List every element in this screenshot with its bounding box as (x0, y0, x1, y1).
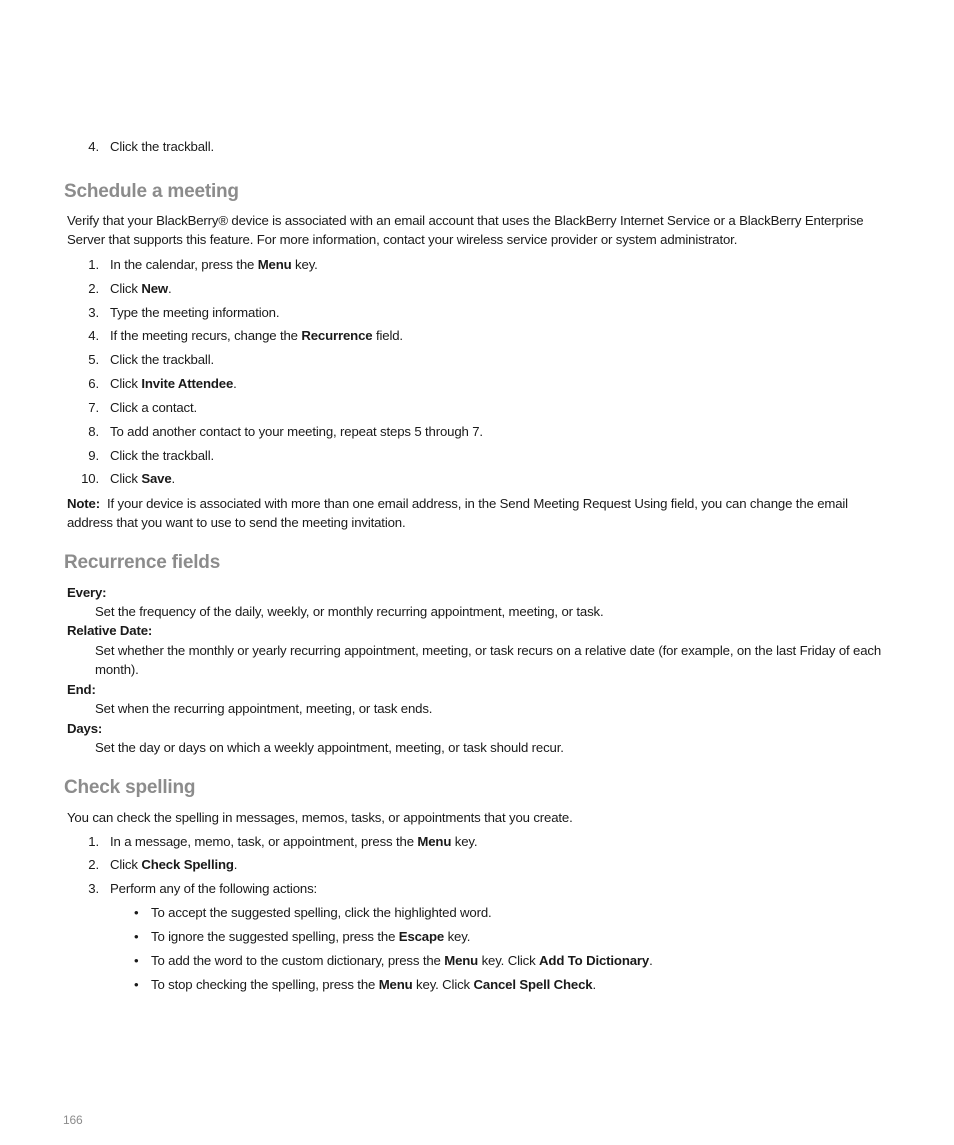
field-definition: Set when the recurring appointment, meeting, or task ends. (95, 701, 433, 716)
step-text (110, 279, 172, 298)
step-text-part: key. (291, 257, 318, 272)
field-term: Relative Date: (67, 623, 153, 638)
step-text-part: Perform any of the following actions: (110, 881, 318, 896)
ui-term: Add To Dictionary (539, 953, 650, 968)
step-text-part: Click (110, 857, 142, 872)
step-text (110, 255, 318, 274)
field-term: Days: (67, 721, 103, 736)
bullet-text (151, 951, 653, 970)
ui-term: Menu (257, 257, 292, 272)
step-text-part: Type the meeting information. (110, 305, 280, 320)
bullet-text-part: To accept the suggested spelling, click the highlighted word. (151, 905, 492, 920)
step-number: 1. (88, 834, 99, 849)
field-term: Every: (67, 585, 107, 600)
bullet-text (151, 975, 596, 994)
step-number: 1. (88, 257, 99, 272)
step-number: 10. (81, 471, 99, 486)
note-text: If your device is associated with more than one email address, in the Send Meeting Request Using field, you can change the email address that you want to use to send the meeting invitation. (67, 496, 848, 530)
step-number: 6. (88, 376, 99, 391)
step-text-part: Click the trackball. (110, 448, 215, 463)
bullet-glyph: • (134, 905, 139, 920)
step-text-part: To add another contact to your meeting, repeat steps 5 through 7. (110, 424, 483, 439)
step-text-part: . (171, 471, 176, 486)
step-text-part: key. (451, 834, 478, 849)
step-number: 3. (88, 305, 99, 320)
bullet-text-part: To add the word to the custom dictionary, press the (151, 953, 445, 968)
field-term: End: (67, 682, 96, 697)
step-number: 2. (88, 857, 99, 872)
step-number: 7. (88, 400, 99, 415)
ui-term: Escape (398, 929, 445, 944)
step-text (110, 326, 403, 345)
step-text (110, 303, 279, 322)
step-text (110, 832, 477, 851)
section-heading-recurrence: Recurrence fields (64, 552, 221, 573)
step-text-part: In a message, memo, task, or appointment, press the (110, 834, 418, 849)
ui-term: New (141, 281, 169, 296)
bullet-text-part: key. (444, 929, 471, 944)
step-text-part: In the calendar, press the (110, 257, 258, 272)
step-text (110, 374, 237, 393)
ui-term: Invite Attendee (141, 376, 234, 391)
ui-term: Save (141, 471, 172, 486)
section-heading-schedule: Schedule a meeting (64, 181, 239, 202)
bullet-glyph: • (134, 929, 139, 944)
field-definition: Set the day or days on which a weekly appointment, meeting, or task should recur. (95, 740, 564, 755)
step-number: 4. (88, 139, 99, 154)
schedule-intro: Verify that your BlackBerry® device is associated with an email account that uses the BlackBerry Internet Service or a BlackBerry Enterprise Server that supports this feature. For more information, contact your wireless service provider or system administrator. (67, 213, 864, 247)
step-text-part: If the meeting recurs, change the (110, 328, 302, 343)
note-label: Note: (67, 496, 100, 511)
step-text-part: . (233, 857, 238, 872)
step-text-part: . (168, 281, 172, 296)
step-text: Click the trackball. (110, 139, 215, 154)
step-text-part: Click the trackball. (110, 352, 215, 367)
ui-term: Recurrence (301, 328, 373, 343)
step-number: 9. (88, 448, 99, 463)
section-heading-spelling: Check spelling (64, 777, 196, 798)
step-text (110, 446, 214, 465)
ui-term: Menu (378, 977, 413, 992)
step-text (110, 879, 317, 898)
note (67, 494, 897, 532)
ui-term: Check Spelling (141, 857, 234, 872)
step-text (110, 422, 483, 441)
step-number: 8. (88, 424, 99, 439)
step-number: 2. (88, 281, 99, 296)
page-number: 166 (63, 1113, 83, 1127)
step-text (110, 855, 237, 874)
ui-term: Cancel Spell Check (473, 977, 593, 992)
step-text (110, 469, 175, 488)
step-number: 5. (88, 352, 99, 367)
bullet-glyph: • (134, 977, 139, 992)
step-text-part: . (233, 376, 237, 391)
step-text-part: Click (110, 281, 142, 296)
spelling-intro: You can check the spelling in messages, memos, tasks, or appointments that you create. (67, 810, 573, 825)
step-number: 3. (88, 881, 99, 896)
field-definition: Set whether the monthly or yearly recurring appointment, meeting, or task recurs on a relative date (for example, on the last Friday of each month). (95, 643, 882, 677)
step-number: 4. (88, 328, 99, 343)
bullet-text (151, 927, 470, 946)
step-text (110, 398, 197, 417)
step-text-part: Click a contact. (110, 400, 198, 415)
bullet-text (151, 903, 492, 922)
step-text-part: Click (110, 471, 142, 486)
ui-term: Menu (417, 834, 452, 849)
bullet-text-part: key. Click (412, 977, 474, 992)
ui-term: Menu (444, 953, 479, 968)
field-definition: Set the frequency of the daily, weekly, or monthly recurring appointment, meeting, or task. (95, 604, 604, 619)
bullet-text-part: . (649, 953, 653, 968)
bullet-text-part: key. Click (478, 953, 540, 968)
step-text-part: Click (110, 376, 142, 391)
step-text-part: field. (372, 328, 403, 343)
bullet-text-part: To stop checking the spelling, press the (151, 977, 379, 992)
bullet-text-part: To ignore the suggested spelling, press the (151, 929, 399, 944)
bullet-glyph: • (134, 953, 139, 968)
bullet-text-part: . (592, 977, 597, 992)
step-text (110, 350, 214, 369)
